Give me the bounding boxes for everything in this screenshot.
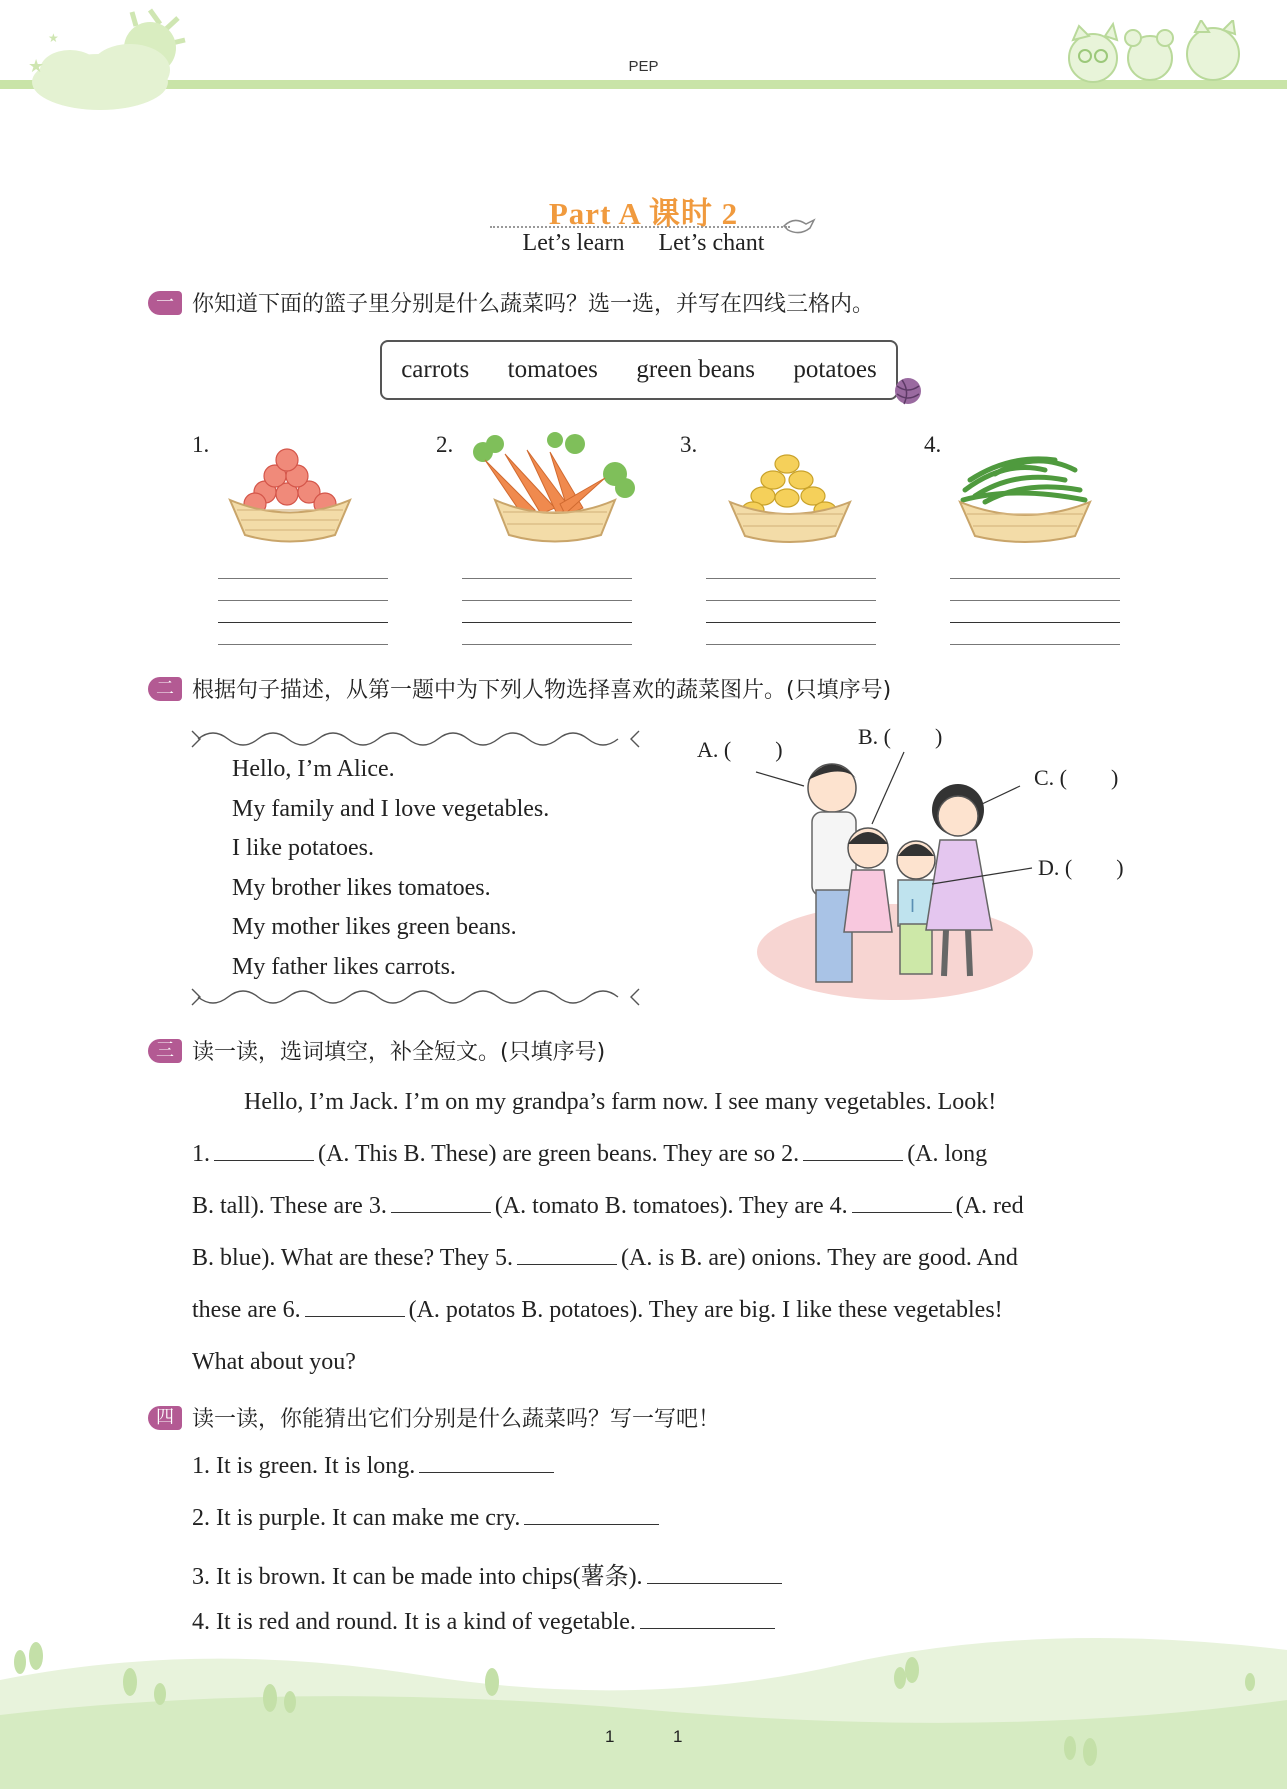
page-title: Part A 课时 2 [548,196,739,231]
answer-blank-3[interactable] [647,1563,782,1584]
section4-instruction: 读一读，你能猜出它们分别是什么蔬菜吗？写一写吧！ [192,1407,721,1432]
label-b[interactable]: B. ( ) [858,724,943,749]
green-beans-basket-image [955,430,1095,545]
svg-text:★: ★ [28,56,45,76]
alice-story [232,750,549,987]
word-potatoes: potatoes [793,356,877,383]
section3-badge: 三 [148,1039,182,1063]
story-line: My brother likes tomatoes. [232,874,491,901]
passage-line-5: these are 6. (A. potatos B. potatoes). They are big. I like these vegetables! [192,1297,1003,1323]
item-number-4: 4. [924,432,942,457]
story-line: I like potatoes. [232,835,374,861]
svg-text:I: I [910,896,916,916]
writing-lines-2[interactable] [462,578,632,666]
tomatoes-basket-image [225,430,355,545]
section4-heading [148,1402,720,1433]
subtitle-lets-learn: Let’s learn [522,230,625,256]
answer-blank-1[interactable] [419,1452,554,1473]
answer-blank-2[interactable] [524,1504,659,1525]
section1-badge: 一 [148,291,182,315]
section3-heading [148,1035,605,1066]
riddle-4: 4. It is red and round. It is a kind of vegetable. [192,1608,779,1636]
vine-border-bottom [188,985,643,1009]
word-box [380,340,898,400]
story-line: My mother likes green beans. [232,914,517,940]
riddle-1: 1. It is green. It is long. [192,1452,558,1480]
item-number-3: 3. [680,432,698,457]
passage-line-2: 1. (A. This B. These) are green beans. They are so 2. (A. long [192,1141,988,1167]
item-number-2: 2. [436,432,454,457]
item-number-1: 1. [192,432,210,457]
section2-instruction: 根据句子描述，从第一题中为下列人物选择喜欢的蔬菜图片。(只填序号) [192,678,892,703]
jack-passage [192,1076,1158,1388]
writing-lines-4[interactable] [950,578,1120,666]
vine-border-top [188,727,643,751]
yarn-ball-icon [888,374,928,408]
header-label: PEP [628,58,659,75]
page-subtitle [0,230,1287,257]
blank-2[interactable] [803,1140,903,1161]
subtitle-lets-chant: Let’s chant [658,230,765,256]
word-green-beans: green beans [636,356,756,383]
page-number-left: 1 [605,1727,615,1746]
story-line: My father likes carrots. [232,953,456,980]
svg-text:★: ★ [48,31,59,45]
riddle-3: 3. It is brown. It can be made into chips(薯条). [192,1556,786,1591]
section2-heading [148,673,891,704]
potatoes-basket-image [725,430,855,545]
blank-1[interactable] [214,1140,314,1161]
blank-3[interactable] [391,1192,491,1213]
passage-line-3: B. tall). These are 3. (A. tomato B. tomatoes). They are 4. (A. red [192,1193,1024,1219]
label-d[interactable]: D. ( ) [1038,855,1124,880]
label-c[interactable]: C. ( ) [1034,765,1119,790]
passage-line-6: What about you? [192,1349,356,1375]
title-divider [490,226,790,228]
page-number-right: 1 [673,1727,683,1746]
animals-decoration [1055,20,1270,85]
passage-line-1: Hello, I’m Jack. I’m on my grandpa’s farm now. I see many vegetables. Look! [244,1089,997,1115]
story-line: My family and I love vegetables. [232,795,550,822]
word-tomatoes: tomatoes [507,356,598,383]
section1-heading [148,287,874,318]
section2-badge: 二 [148,677,182,701]
word-carrots: carrots [401,356,470,383]
passage-line-4: B. blue). What are these? They 5. (A. is B. are) onions. They are good. And [192,1245,1018,1271]
carrots-basket-image [465,430,645,545]
label-a[interactable]: A. ( ) [697,737,783,762]
section1-instruction: 你知道下面的篮子里分别是什么蔬菜吗？选一选，并写在四线三格内。 [192,292,875,317]
writing-lines-3[interactable] [706,578,876,666]
blank-5[interactable] [517,1244,617,1265]
blank-4[interactable] [852,1192,952,1213]
section4-badge: 四 [148,1406,182,1430]
story-line: Hello, I’m Alice. [232,756,395,782]
writing-lines-1[interactable] [218,578,388,666]
hills-decoration [0,1620,1287,1789]
blank-6[interactable] [305,1296,405,1317]
riddle-2: 2. It is purple. It can make me cry. [192,1504,663,1532]
section3-instruction: 读一读，选词填空，补全短文。(只填序号) [192,1040,606,1065]
